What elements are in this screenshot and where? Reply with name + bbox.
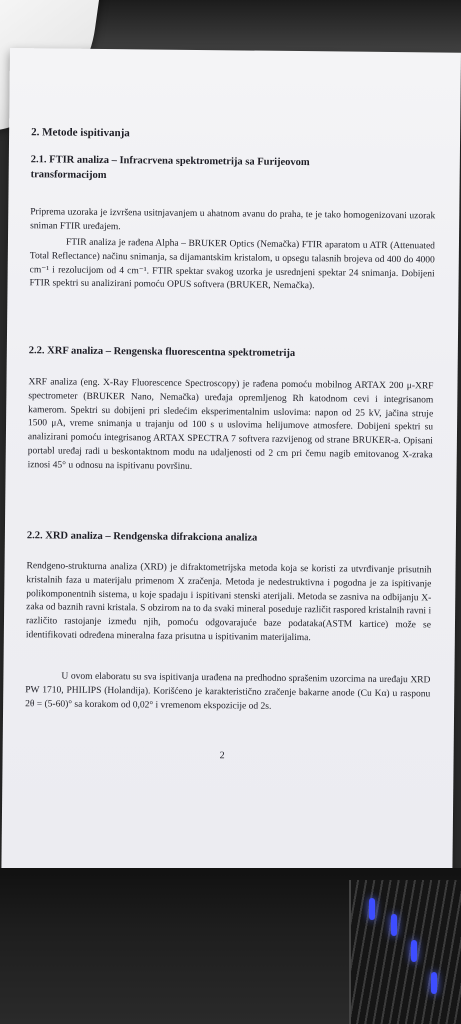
ftir-paragraph-2: FTIR analiza je rađena Alpha – BRUKER Optics (Nemačka) FTIR aparatom u ATR (Attenuated Total Reflectance) načinu snimanja, sa dijamantskim kristalom, u opsegu talasnih brojeva od 400 do 4000 cm⁻¹ i rezolucijom od 4 cm⁻¹. FTIR spektar svakog uzorka je usrednjeni spektar 24 snimanja. Dobijeni FTIR spektri su analizirani pomoću OPUS softvera (BRUKER, Nemačka). (29, 237, 435, 292)
ftir-heading-line2: transformacijom (30, 169, 107, 182)
device-vent (349, 880, 461, 1024)
document-page (1, 48, 461, 873)
xrd-heading: 2.2. XRD analiza – Rendgenska difrakciona analiza (26, 530, 258, 544)
ftir-heading-line1: 2.1. FTIR analiza – Infracrvena spektrometrija sa Furijeovom (30, 154, 310, 169)
xrf-paragraph: XRF analiza (eng. X-Ray Fluorescence Spectroscopy) je rađena pomoću mobilnog ARTAX 200 μ-XRF spectrometer (BRUKER Nano, Nemačka) uređaja opremljenog Rh katodnom cevi i integrisanom kamerom. Spektri su dobijeni pri sledećim eksperimentalnim uslovima: napon od 25 kV, jačina struje 1500 μA, vreme snimanja u trajanju od 100 s u uslovima helijumove atmosfere. Dobijeni spektri su analizirani pomoću integrisanog ARTAX SPECTRA 7 softvera razvijenog od strane BRUKER-a. Opisani portabl uređaj radi u beskontaktnom modu na udaljenosti od 2 cm pri čemu nagib emitovanog X-zraka iznosi 45° u odnosu na ispitivanu površinu. (27, 377, 434, 472)
blue-led-light (431, 972, 437, 994)
xrd-paragraph-1: Rendgeno-strukturna analiza (XRD) je difraktometrijska metoda koja se koristi za utvrđivanje prisutnih kristalnih faza u materijalu primenom X zračenja. Metoda je nedestruktivna i pogodna je za ispitivanje polikomponentnih sistema, u koje spadaju i ispitivani stenski aterijali. Metoda se zasniva na odbijanju X-zaka od baznih ravni kristala. S obzirom na to da svaki mineral poseduje različit raspored kristalnih ravni i različito rastojanje između njih, pomoću odgovarajuće baze podataka(ASTM kartice) može se identifikovati određena mineralna faza prisutna u ispitivanim materijalima. (25, 561, 432, 644)
blue-led-light (411, 940, 417, 962)
xrf-heading: 2.2. XRF analiza – Rengenska fluorescentna spektrometrija (28, 345, 296, 360)
blue-led-light (369, 898, 375, 920)
ftir-heading (31, 152, 441, 186)
blue-led-light (391, 914, 397, 936)
xrd-paragraph-2: U ovom elaboratu su sva ispitivanja urađena na predhodno sprašenim uzorcima na uređaju XRD PW 1710, PHILIPS (Holandija). Korišćeno je karakteristično zračenje bakarne anode (Cu Kα) u rasponu 2θ = (5-60)° sa korakom od 0,02° i vremenom ekspozicije od 2s. (25, 671, 431, 712)
ftir-paragraph-1: Priprema uzoraka je izvršena usitnjavanjem u ahatnom avanu do praha, te je tako homogenizovani uzorak sniman FTIR uređajem. (30, 207, 436, 232)
section-title: 2. Metode ispitivanja (31, 126, 130, 140)
page-number: 2 (219, 750, 225, 762)
